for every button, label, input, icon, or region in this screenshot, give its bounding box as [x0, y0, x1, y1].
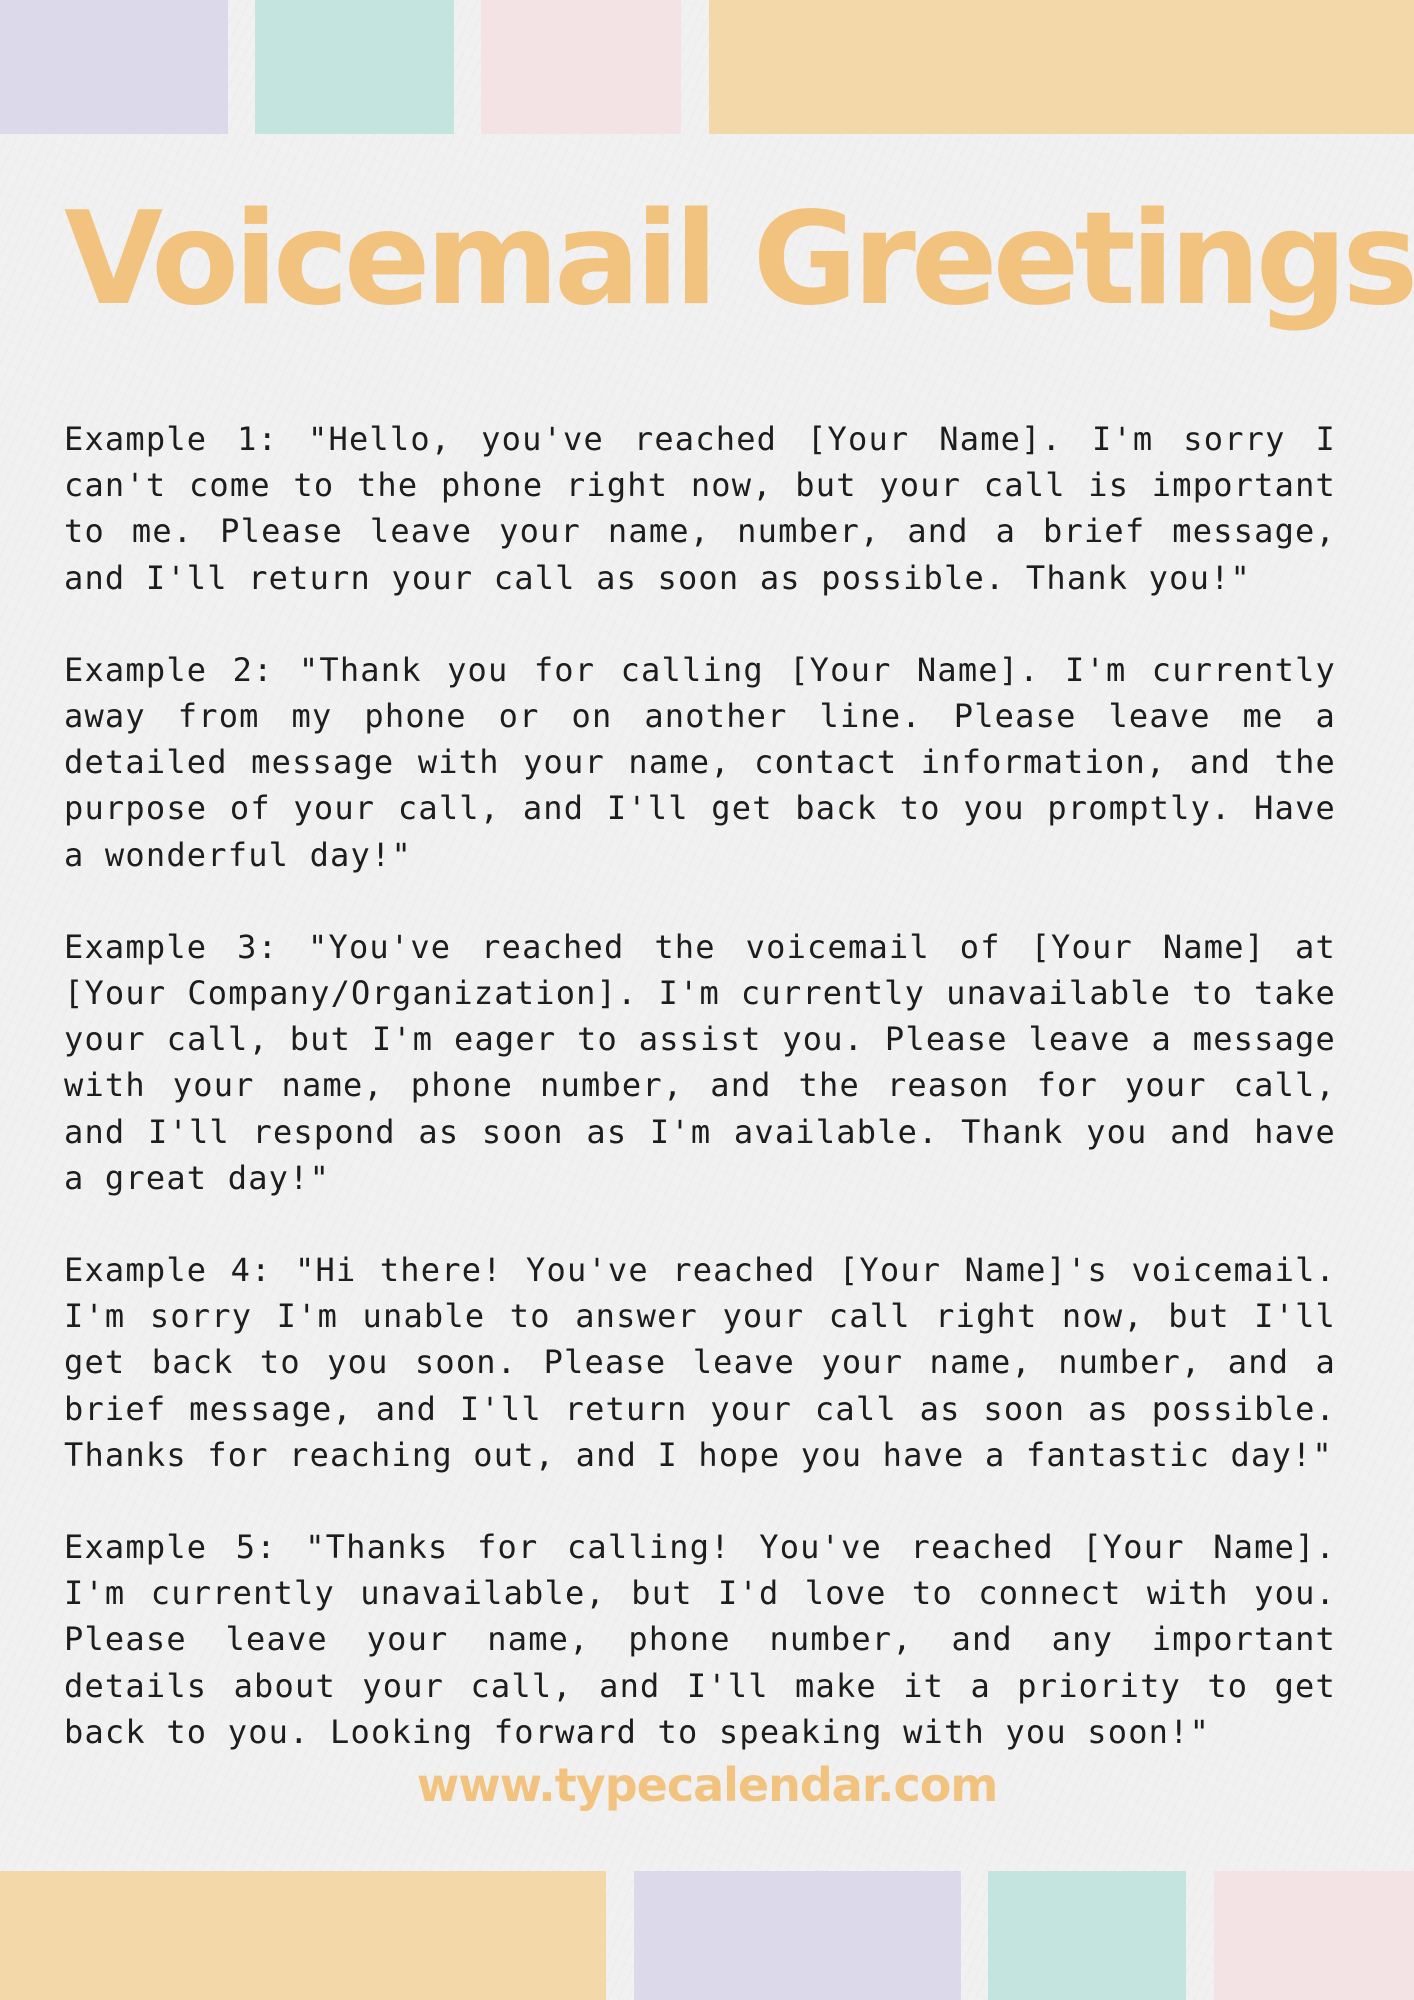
top-block-mint	[255, 0, 454, 134]
example-5: Example 5: "Thanks for calling! You've reached [Your Name]. I'm currently unavailable, but I'd love to connect with you. Please leave your name, phone number, and any important details about your call, and I'll make it a priority to get back to you. Looking forward to speaking with you soon!"	[64, 1528, 1336, 1751]
top-block-lavender	[0, 0, 228, 134]
footer-url: www.typecalendar.com	[416, 1758, 998, 1812]
example-3: Example 3: "You've reached the voicemail of [Your Name] at [Your Company/Organization]. I'm currently unavailable to take your call, but I'm eager to assist you. Please leave a message with your name, phone number, and the reason for your call, and I'll respond as soon as I'm available. Thank you and have a great day!"	[64, 927, 1336, 1197]
top-block-pink	[481, 0, 681, 134]
bottom-block-lavender	[634, 1871, 961, 2000]
bottom-block-peach	[0, 1871, 606, 2000]
example-2: Example 2: "Thank you for calling [Your Name]. I'm currently away from my phone or on another line. Please leave me a detailed message with your name, contact information, and the purpose of your call, and I'll get back to you promptly. Have a wonderful day!"	[64, 650, 1336, 874]
top-block-peach	[709, 0, 1414, 134]
bottom-block-mint	[988, 1871, 1186, 2000]
example-1: Example 1: "Hello, you've reached [Your Name]. I'm sorry I can't come to the phone right now, but your call is important to me. Please leave your name, number, and a brief message, and I'll return your call as soon as possible. Thank you!"	[64, 420, 1336, 597]
examples-list	[64, 416, 1336, 1801]
bottom-block-pink	[1214, 1871, 1414, 2000]
example-4: Example 4: "Hi there! You've reached [Your Name]'s voicemail. I'm sorry I'm unable to answer your call right now, but I'll get back to you soon. Please leave your name, number, and a brief message, and I'll return your call as soon as possible. Thanks for reaching out, and I hope you have a fantastic day!"	[64, 1251, 1336, 1474]
page-title: Voicemail Greetings	[64, 185, 1414, 334]
